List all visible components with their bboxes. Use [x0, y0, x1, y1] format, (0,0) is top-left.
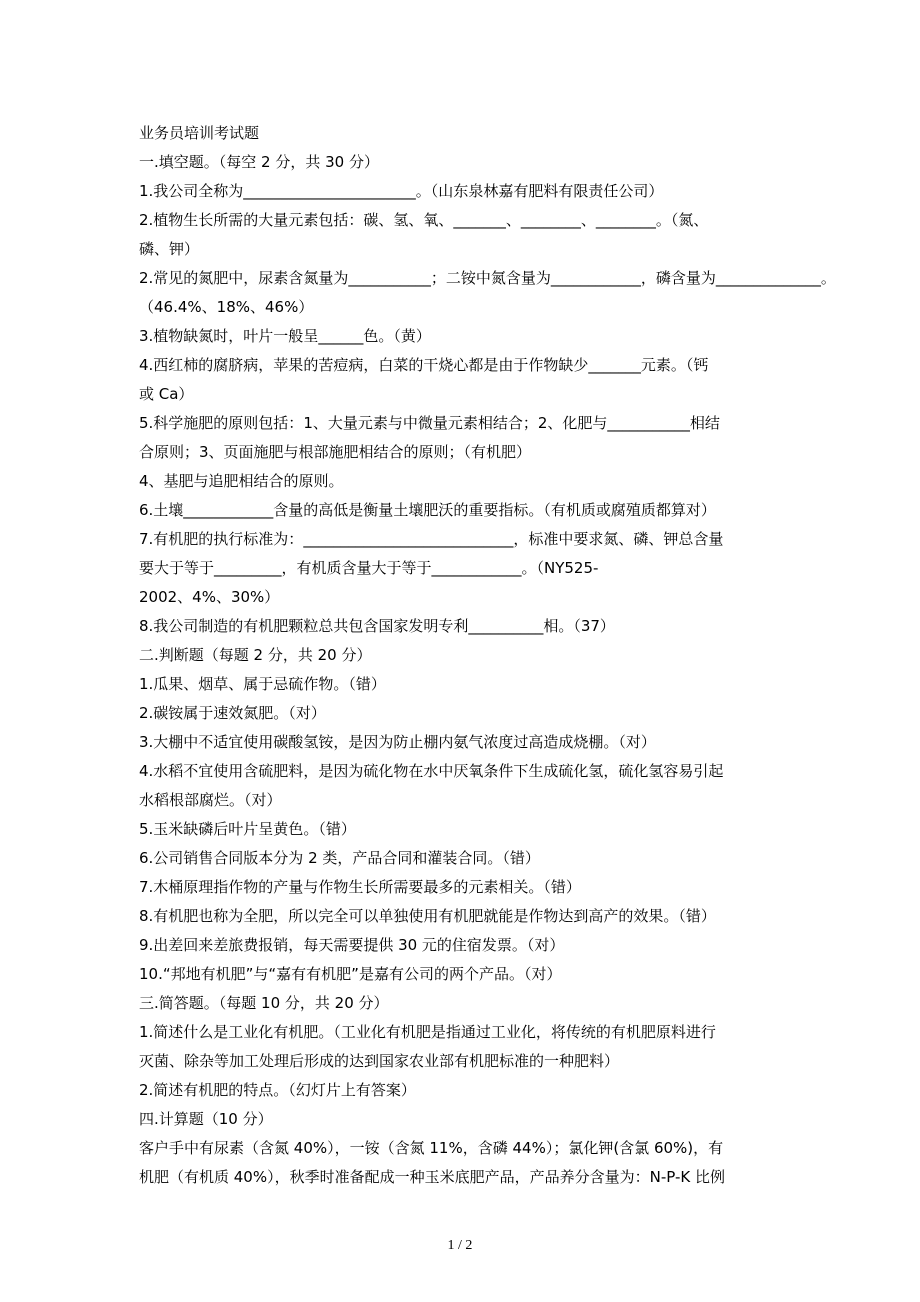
text-line: 1.瓜果、烟草、属于忌硫作物。（错） — [139, 675, 386, 693]
text-line: 7.有机肥的执行标准为：____________________________，标准中要求氮、磷、钾总含量 — [139, 530, 724, 548]
text-line: 水稻根部腐烂。（对） — [139, 791, 282, 809]
doc-title: 业务员培训考试题 — [139, 124, 260, 142]
text-line: 2.简述有机肥的特点。（幻灯片上有答案） — [139, 1081, 416, 1099]
text-line: 8.有机肥也称为全肥，所以完全可以单独使用有机肥就能是作物达到高产的效果。（错） — [139, 907, 716, 925]
text-line: 2.常见的氮肥中，尿素含氮量为___________；二铵中氮含量为____________，磷含量为______________。 — [139, 269, 836, 287]
text-line: 6.土壤____________含量的高低是衡量土壤肥沃的重要指标。（有机质或腐殖质都算对） — [139, 501, 716, 519]
text-line: 7.木桶原理指作物的产量与作物生长所需要最多的元素相关。（错） — [139, 878, 581, 896]
text-line: 合原则；3、页面施肥与根部施肥相结合的原则；（有机肥） — [139, 443, 532, 461]
text-line: 1.简述什么是工业化有机肥。（工业化有机肥是指通过工业化，将传统的有机肥原料进行 — [139, 1023, 716, 1041]
section-heading-calculation: 四.计算题（10 分） — [139, 1110, 273, 1128]
text-line: 5.科学施肥的原则包括：1、大量元素与中微量元素相结合；2、化肥与___________相结 — [139, 414, 720, 432]
text-line: 或 Ca） — [139, 385, 194, 403]
text-line: 灭菌、除杂等加工处理后形成的达到国家农业部有机肥标准的一种肥料） — [139, 1052, 620, 1070]
text-line: 1.我公司全称为_______________________。（山东泉林嘉有肥料有限责任公司） — [139, 182, 664, 200]
text-line: 6.公司销售合同版本分为 2 类，产品合同和灌装合同。（错） — [139, 849, 540, 867]
text-line: 9.出差回来差旅费报销，每天需要提供 30 元的住宿发票。（对） — [139, 936, 565, 954]
text-line: 2.植物生长所需的大量元素包括：碳、氢、氧、_______、________、________。（氮、 — [139, 211, 709, 229]
text-line: 4、基肥与追肥相结合的原则。 — [139, 472, 344, 490]
text-line: 3.大棚中不适宜使用碳酸氢铵，是因为防止棚内氨气浓度过高造成烧棚。（对） — [139, 733, 656, 751]
section-heading-true-false: 二.判断题（每题 2 分，共 20 分） — [139, 646, 372, 664]
text-line: 磷、钾） — [139, 240, 200, 258]
text-line: 2.碳铵属于速效氮肥。（对） — [139, 704, 326, 722]
text-line: 8.我公司制造的有机肥颗粒总共包含国家发明专利__________相。（37） — [139, 617, 615, 635]
text-line: 3.植物缺氮时，叶片一般呈______色。（黄） — [139, 327, 431, 345]
text-line: 4.水稻不宜使用含硫肥料，是因为硫化物在水中厌氧条件下生成硫化氢，硫化氢容易引起 — [139, 762, 724, 780]
text-line: 10.“邦地有机肥”与“嘉有有机肥”是嘉有公司的两个产品。（对） — [139, 965, 562, 983]
page-number: 1 / 2 — [447, 1238, 473, 1253]
text-line: 机肥（有机质 40%），秋季时准备配成一种玉米底肥产品，产品养分含量为：N-P-K 比例 — [139, 1168, 725, 1186]
text-line: 5.玉米缺磷后叶片呈黄色。（错） — [139, 820, 356, 838]
text-line: （46.4%、18%、46%） — [139, 298, 314, 316]
text-line: 4.西红柿的腐脐病，苹果的苦痘病，白菜的干烧心都是由于作物缺少_______元素。（钙 — [139, 356, 709, 374]
document-body — [139, 119, 836, 1192]
section-heading-short-answer: 三.简答题。（每题 10 分，共 20 分） — [139, 994, 389, 1012]
section-heading-fill-blank: 一.填空题。（每空 2 分，共 30 分） — [139, 153, 379, 171]
text-line: 2002、4%、30%） — [139, 588, 280, 606]
text-line: 客户手中有尿素（含氮 40%），一铵（含氮 11%，含磷 44%）；氯化钾(含氯 60%)，有 — [139, 1139, 724, 1157]
text-line: 要大于等于_________，有机质含量大于等于____________。（NY525- — [139, 559, 599, 577]
